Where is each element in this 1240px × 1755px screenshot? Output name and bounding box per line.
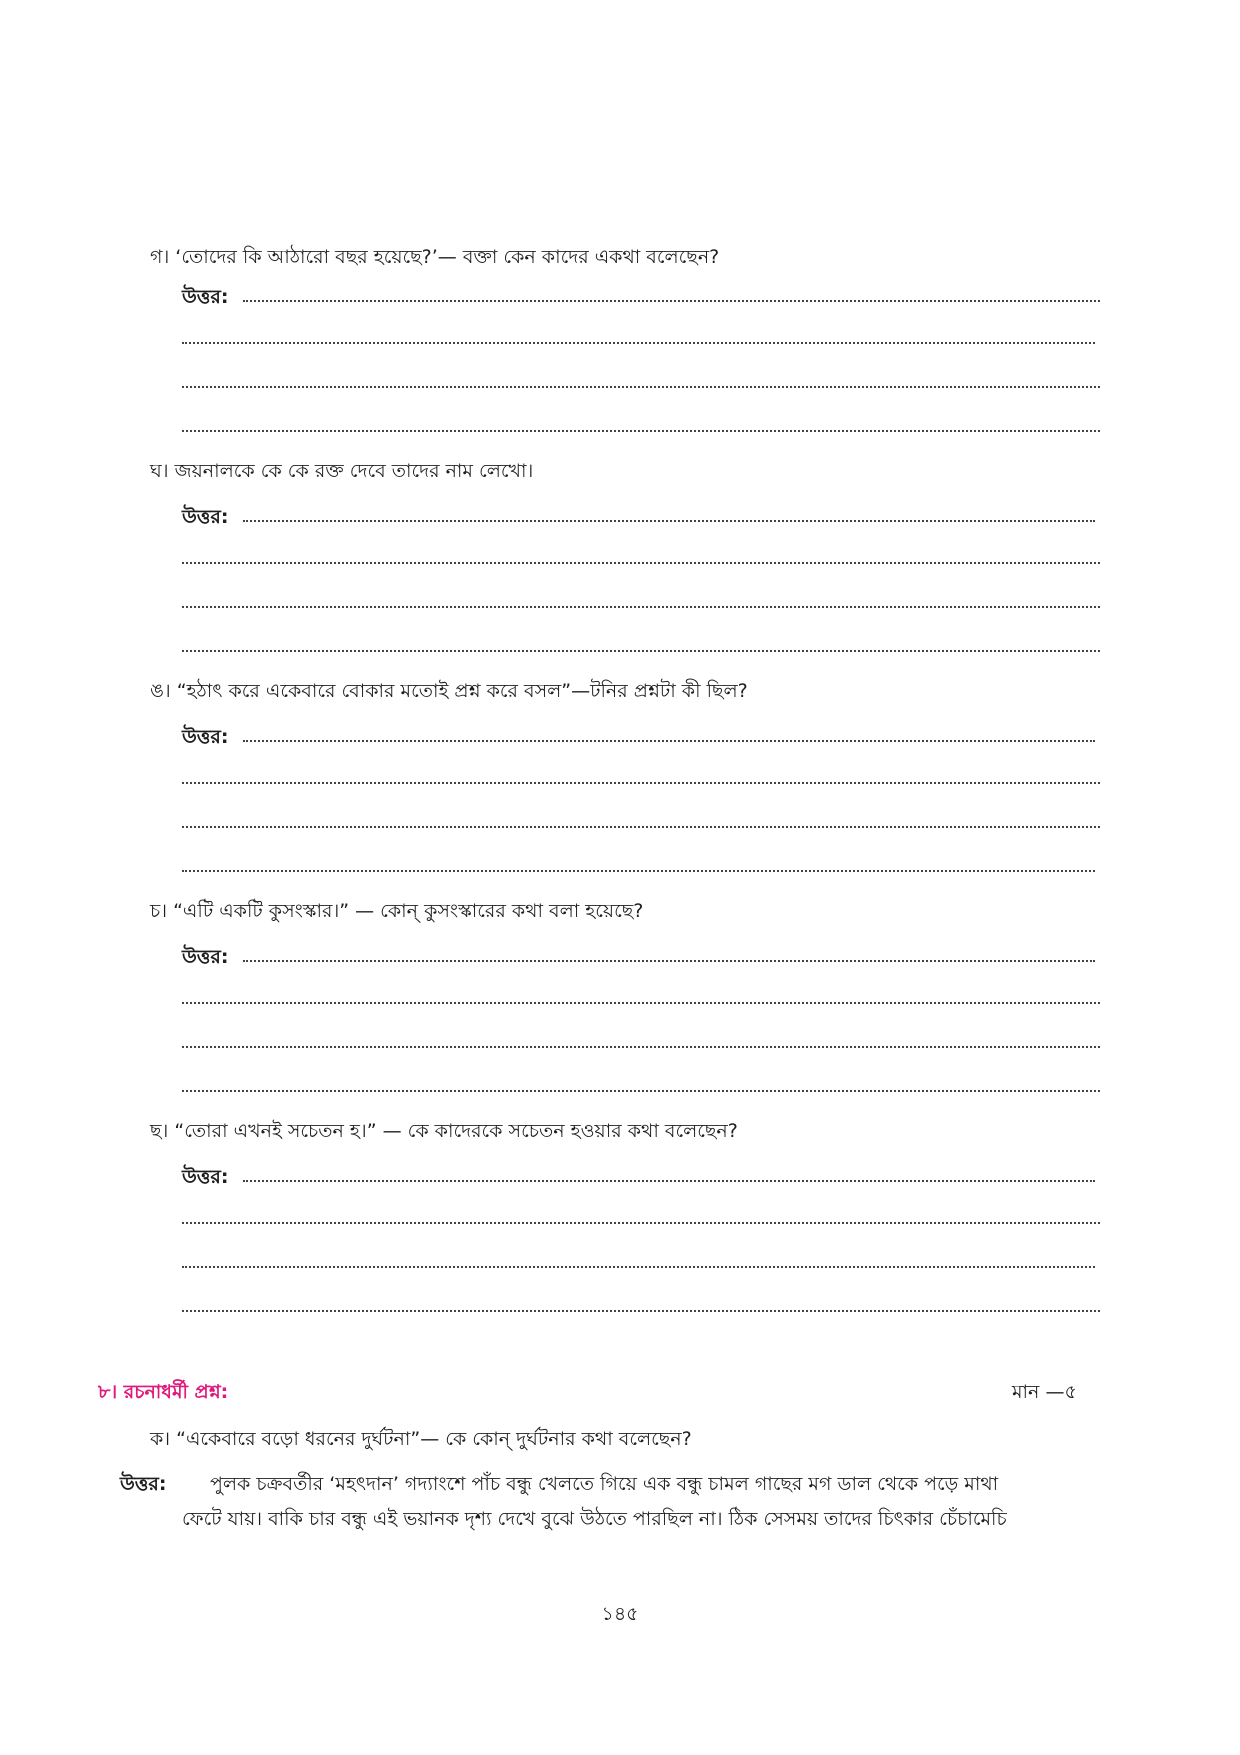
answer-line[interactable] [182,606,1100,608]
question-uma: ঙ। “হঠাৎ করে একেবারে বোকার মতোই প্রশ্ন করে বসল”—টনির প্রশ্নটা কী ছিল? [150,680,748,702]
answer-label-ga: উত্তর: [182,286,229,308]
question-cha: চ। “এটি একটি কুসংস্কার।” — কোন্ কুসংস্কারের কথা বলা হয়েছে? [150,900,644,922]
page-number: ১৪৫ [601,1603,639,1625]
answer-line[interactable] [182,562,1100,564]
answer-line[interactable] [182,342,1095,344]
sub-question-ka: ক। “একেবারে বড়ো ধরনের দুর্ঘটনা”— কে কোন্ দুর্ঘটনার কথা বলেছেন? [150,1428,692,1450]
answer-line[interactable] [182,826,1100,828]
answer-line[interactable] [182,782,1100,784]
question-ga: গ। ‘তোদের কি আঠারো বছর হয়েছে?’— বক্তা কেন কাদের একথা বলেছেন? [150,246,720,268]
section-marks: মান —৫ [1012,1381,1077,1403]
answer-line[interactable] [182,870,1095,872]
answer-label-chha: উত্তর: [182,1166,229,1188]
answer-line[interactable] [182,1310,1100,1312]
answer-line[interactable] [182,1002,1100,1004]
answer-line[interactable] [182,1222,1100,1224]
answer-line[interactable] [182,1090,1100,1092]
answer-line[interactable] [243,960,1095,962]
answer-label-cha: উত্তর: [182,946,229,968]
answer-line[interactable] [243,740,1095,742]
answer-label-gha: উত্তর: [182,506,229,528]
answer-line[interactable] [182,386,1100,388]
answer-line[interactable] [182,1266,1095,1268]
answer-text-line: পুলক চক্রবর্তীর ‘মহৎদান’ গদ্যাংশে পাঁচ বন্ধু খেলতে গিয়ে এক বন্ধু চামল গাছের মগ ডাল থেকে পড়ে মাথা [210,1473,999,1495]
answer-line[interactable] [182,1046,1100,1048]
answer-label-ka: উত্তর: [120,1473,167,1495]
question-chha: ছ। “তোরা এখনই সচেতন হ।” — কে কাদেরকে সচেতন হওয়ার কথা বলেছেন? [150,1120,738,1142]
answer-line[interactable] [243,520,1095,522]
answer-line[interactable] [243,1180,1095,1182]
section-title: ৮। রচনাধর্মী প্রশ্ন: [98,1381,229,1403]
answer-line[interactable] [182,650,1100,652]
answer-text-line: ফেটে যায়। বাকি চার বন্ধু এই ভয়ানক দৃশ্য দেখে বুঝে উঠতে পারছিল না। ঠিক সেসময় তাদের চিৎকার চেঁচামেচি [182,1508,1007,1530]
answer-line[interactable] [243,300,1100,302]
question-gha: ঘ। জয়নালকে কে কে রক্ত দেবে তাদের নাম লেখো। [150,460,534,482]
answer-line[interactable] [182,430,1100,432]
answer-label-uma: উত্তর: [182,726,229,748]
